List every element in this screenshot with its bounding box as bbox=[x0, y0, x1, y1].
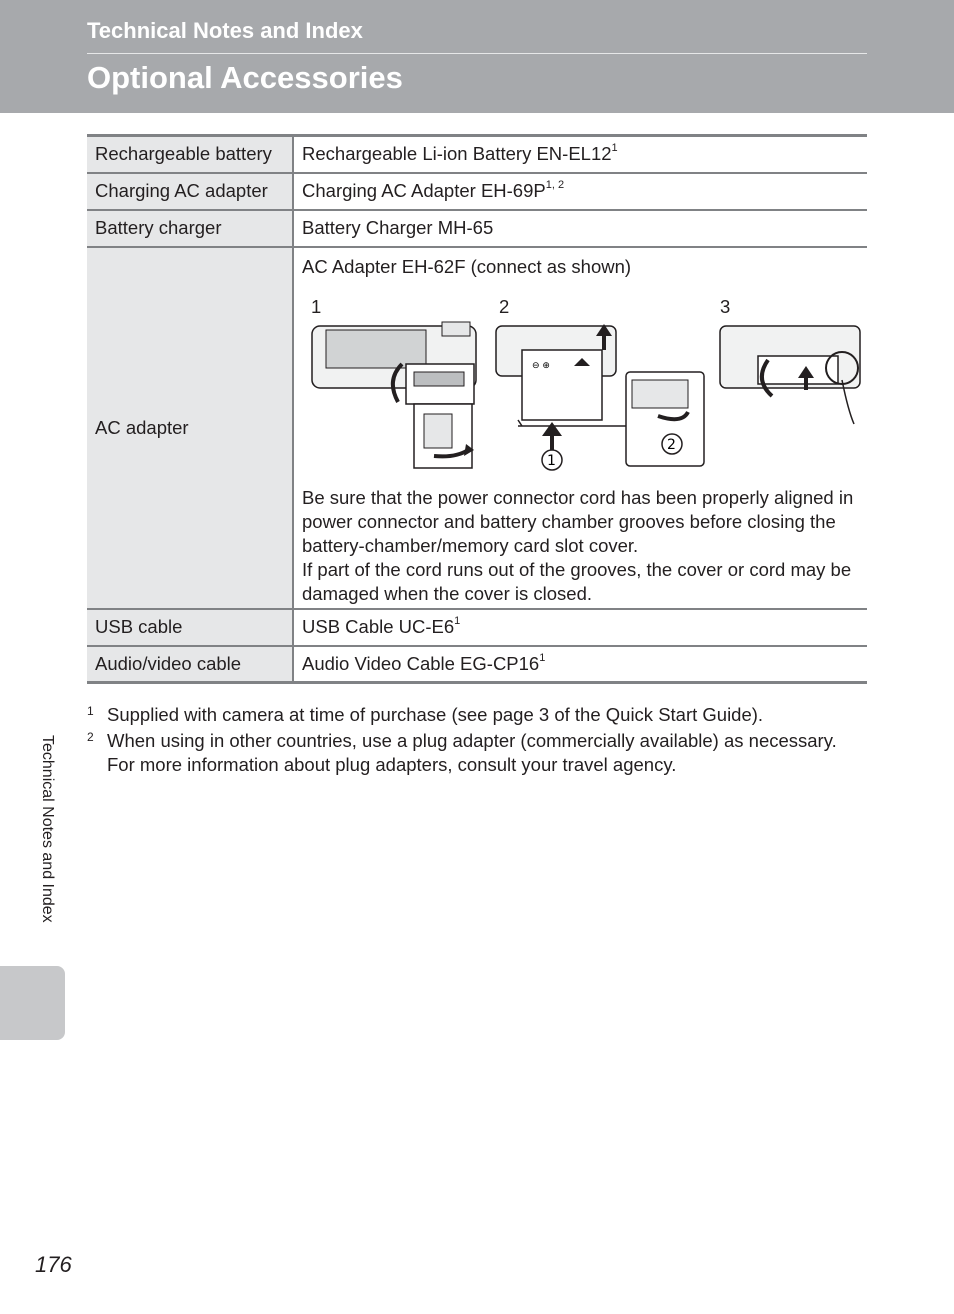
row-label: AC adapter bbox=[87, 247, 293, 609]
accessories-table bbox=[87, 134, 867, 684]
ac-adapter-note-paragraph: If part of the cord runs out of the grooves, the cover or cord may be damaged when the cover is closed. bbox=[302, 558, 852, 604]
row-label: Charging AC adapter bbox=[87, 173, 293, 210]
svg-text:⊖ ⊕: ⊖ ⊕ bbox=[532, 360, 550, 371]
page-title: Optional Accessories bbox=[87, 60, 403, 95]
camera-cover-open-illustration bbox=[306, 320, 486, 472]
ac-adapter-intro: AC Adapter EH-62F (connect as shown) bbox=[302, 255, 632, 277]
page-number: 176 bbox=[35, 1252, 72, 1277]
side-section-label: Technical Notes and Index bbox=[39, 735, 56, 923]
table-row bbox=[87, 136, 867, 173]
footnote-mark: 2 bbox=[87, 730, 94, 744]
ac-adapter-note-paragraph: Be sure that the power connector cord has been properly aligned in power connector and battery chamber grooves before closing the battery-chamber/memory card slot cover. bbox=[302, 486, 854, 556]
row-label: Battery charger bbox=[87, 210, 293, 247]
connector-insertion-illustration bbox=[492, 320, 712, 472]
footnote-text: When using in other countries, use a plug adapter (commercially available) as necessary. For more information about plug adapters, consult your travel agency. bbox=[107, 730, 837, 775]
table-row bbox=[87, 173, 867, 210]
table-row-ac-adapter bbox=[87, 247, 867, 609]
footnote-ref: 1 bbox=[454, 614, 461, 627]
row-value: Battery Charger MH-65 bbox=[302, 217, 494, 238]
footnotes bbox=[87, 703, 867, 777]
row-label: Rechargeable battery bbox=[87, 136, 293, 173]
footnote-ref: 1 bbox=[611, 142, 618, 155]
row-value: USB Cable $UC-E6^1$ bbox=[302, 614, 461, 637]
footnote-mark: 1 bbox=[87, 704, 94, 718]
ac-adapter-note bbox=[302, 486, 862, 606]
footnote-text: Supplied with camera at time of purchase (see page 3 of the Quick Start Guide). bbox=[107, 704, 764, 725]
row-value: Charging AC Adapter $EH-69P^{1, 2}$ bbox=[302, 178, 565, 201]
table-row bbox=[87, 609, 867, 646]
footnote-ref: 1, 2 bbox=[545, 178, 565, 191]
page-header bbox=[0, 0, 954, 113]
section-title: Technical Notes and Index bbox=[87, 18, 363, 43]
figure-step-number: 3 bbox=[720, 295, 731, 317]
footnote bbox=[87, 703, 867, 727]
row-label: USB cable bbox=[87, 609, 293, 646]
row-value: Audio Video Cable $EG-CP16^1$ bbox=[302, 651, 546, 674]
header-divider bbox=[87, 53, 867, 54]
row-label: Audio/video cable bbox=[87, 646, 293, 683]
figure-callout: 1 bbox=[547, 452, 556, 469]
footnote bbox=[87, 729, 867, 777]
section-tab bbox=[0, 966, 65, 1040]
figure-callout: 2 bbox=[667, 436, 676, 453]
figure-step-number: 2 bbox=[499, 295, 510, 317]
table-row bbox=[87, 210, 867, 247]
row-value: Rechargeable Li-ion Battery $EN-EL12^1$ bbox=[302, 142, 618, 165]
table-row bbox=[87, 646, 867, 683]
row-value bbox=[293, 247, 867, 609]
footnote-ref: 1 bbox=[539, 651, 546, 664]
cover-closing-illustration bbox=[718, 320, 864, 440]
figure-step-number: 1 bbox=[311, 295, 322, 317]
